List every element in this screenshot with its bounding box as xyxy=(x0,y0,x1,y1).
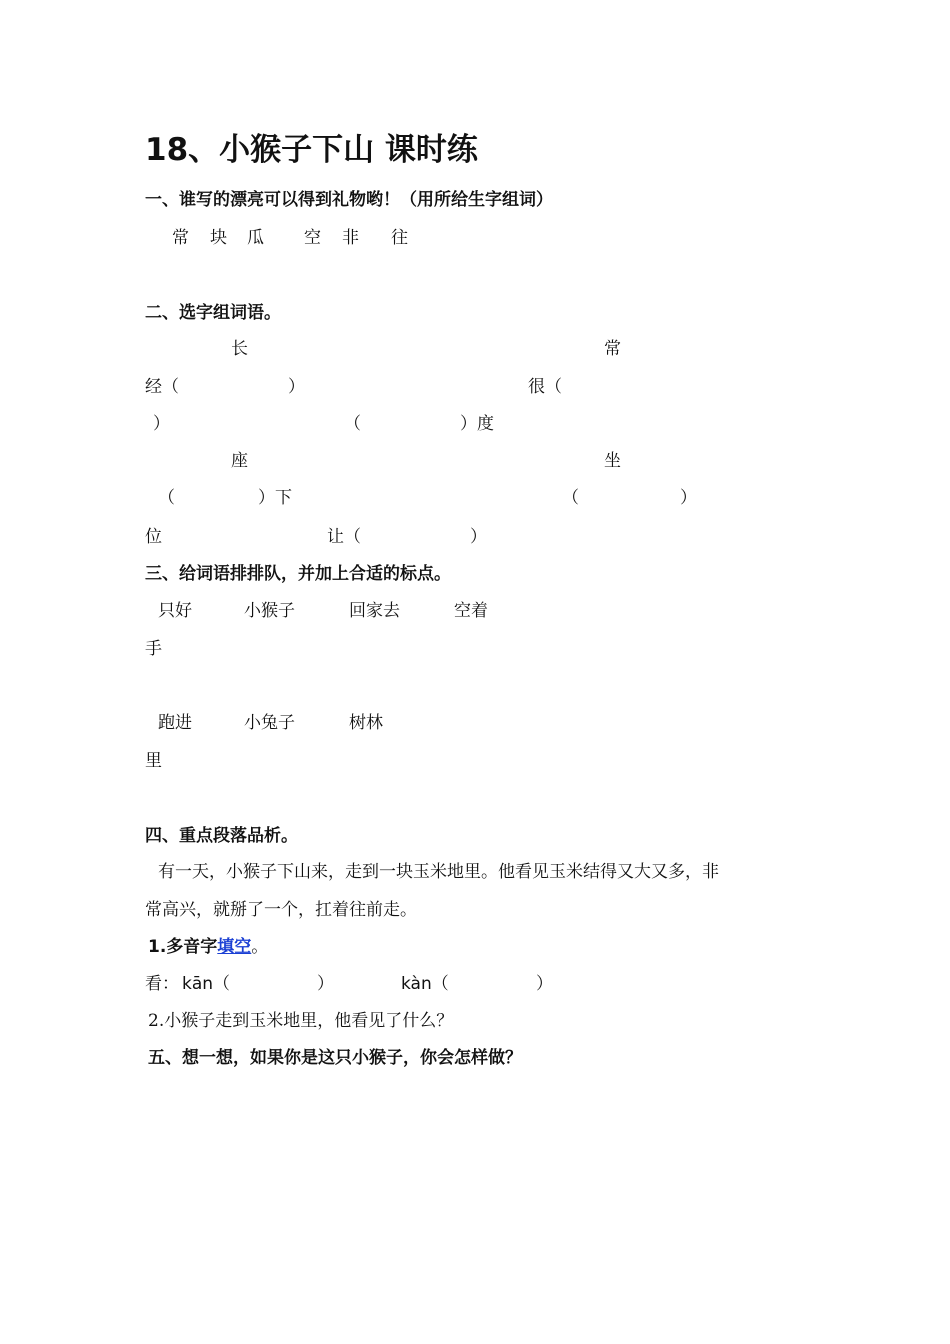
char-6: 往 xyxy=(391,228,408,248)
blank-open: （ xyxy=(562,488,579,508)
question-1-suffix: 。 xyxy=(251,937,269,957)
blank-open: 很（ xyxy=(528,377,562,397)
blank-open: （ xyxy=(158,488,175,508)
char-2: 块 xyxy=(210,228,227,248)
kan-first-tone: kān（ xyxy=(182,974,231,994)
word: 只好 xyxy=(158,601,192,621)
question-1-prefix: 1.多音字 xyxy=(148,937,218,957)
choice-char: 常 xyxy=(604,339,621,359)
choice-char: 位 xyxy=(145,527,162,547)
blank-open: （ xyxy=(344,414,361,434)
blank-close: ）下 xyxy=(258,488,292,508)
page-title: 18、小猴子下山 课时练 xyxy=(145,132,478,168)
question-2: 2.小猴子走到玉米地里，他看见了什么？ xyxy=(148,1011,454,1031)
choice-char: 座 xyxy=(231,451,248,471)
kan-label: 看： xyxy=(145,974,179,994)
section-1-heading: 一、谁写的漂亮可以得到礼物哟！（用所给生字组词） xyxy=(145,190,553,210)
word: 手 xyxy=(145,639,162,659)
word: 树林 xyxy=(349,713,383,733)
char-4: 空 xyxy=(304,228,321,248)
char-3: 瓜 xyxy=(247,228,264,248)
char-5: 非 xyxy=(342,228,359,248)
word: 小猴子 xyxy=(244,601,295,621)
passage-line-1: 有一天，小猴子下山来，走到一块玉米地里。他看见玉米结得又大又多，非 xyxy=(158,862,719,882)
passage-line-2: 常高兴，就掰了一个，扛着往前走。 xyxy=(145,900,417,920)
blank-close: ） xyxy=(470,527,487,547)
blank-close: ）度 xyxy=(460,414,494,434)
word: 回家去 xyxy=(349,601,400,621)
blank-close: ） xyxy=(680,488,697,508)
word: 空着 xyxy=(454,601,488,621)
blank-close: ） xyxy=(153,414,170,434)
fill-blank-link[interactable]: 填空 xyxy=(217,937,252,957)
question-1 xyxy=(148,936,268,958)
section-3-heading: 三、给词语排排队，并加上合适的标点。 xyxy=(145,564,451,584)
blank-close: ） xyxy=(288,377,305,397)
blank-close: ） xyxy=(317,974,334,994)
word: 跑进 xyxy=(158,713,192,733)
section-4-heading: 四、重点段落品析。 xyxy=(145,826,298,846)
choice-char: 坐 xyxy=(604,451,621,471)
char-1: 常 xyxy=(172,228,189,248)
blank-close: ） xyxy=(536,974,553,994)
word: 里 xyxy=(145,751,162,771)
word: 小兔子 xyxy=(244,713,295,733)
section-5-heading: 五、想一想，如果你是这只小猴子，你会怎样做？ xyxy=(148,1048,522,1068)
blank-open: 经（ xyxy=(145,377,179,397)
choice-char: 长 xyxy=(231,339,248,359)
blank-open: 让（ xyxy=(327,527,361,547)
section-2-heading: 二、选字组词语。 xyxy=(145,303,281,323)
kan-fourth-tone: kàn（ xyxy=(401,974,449,994)
